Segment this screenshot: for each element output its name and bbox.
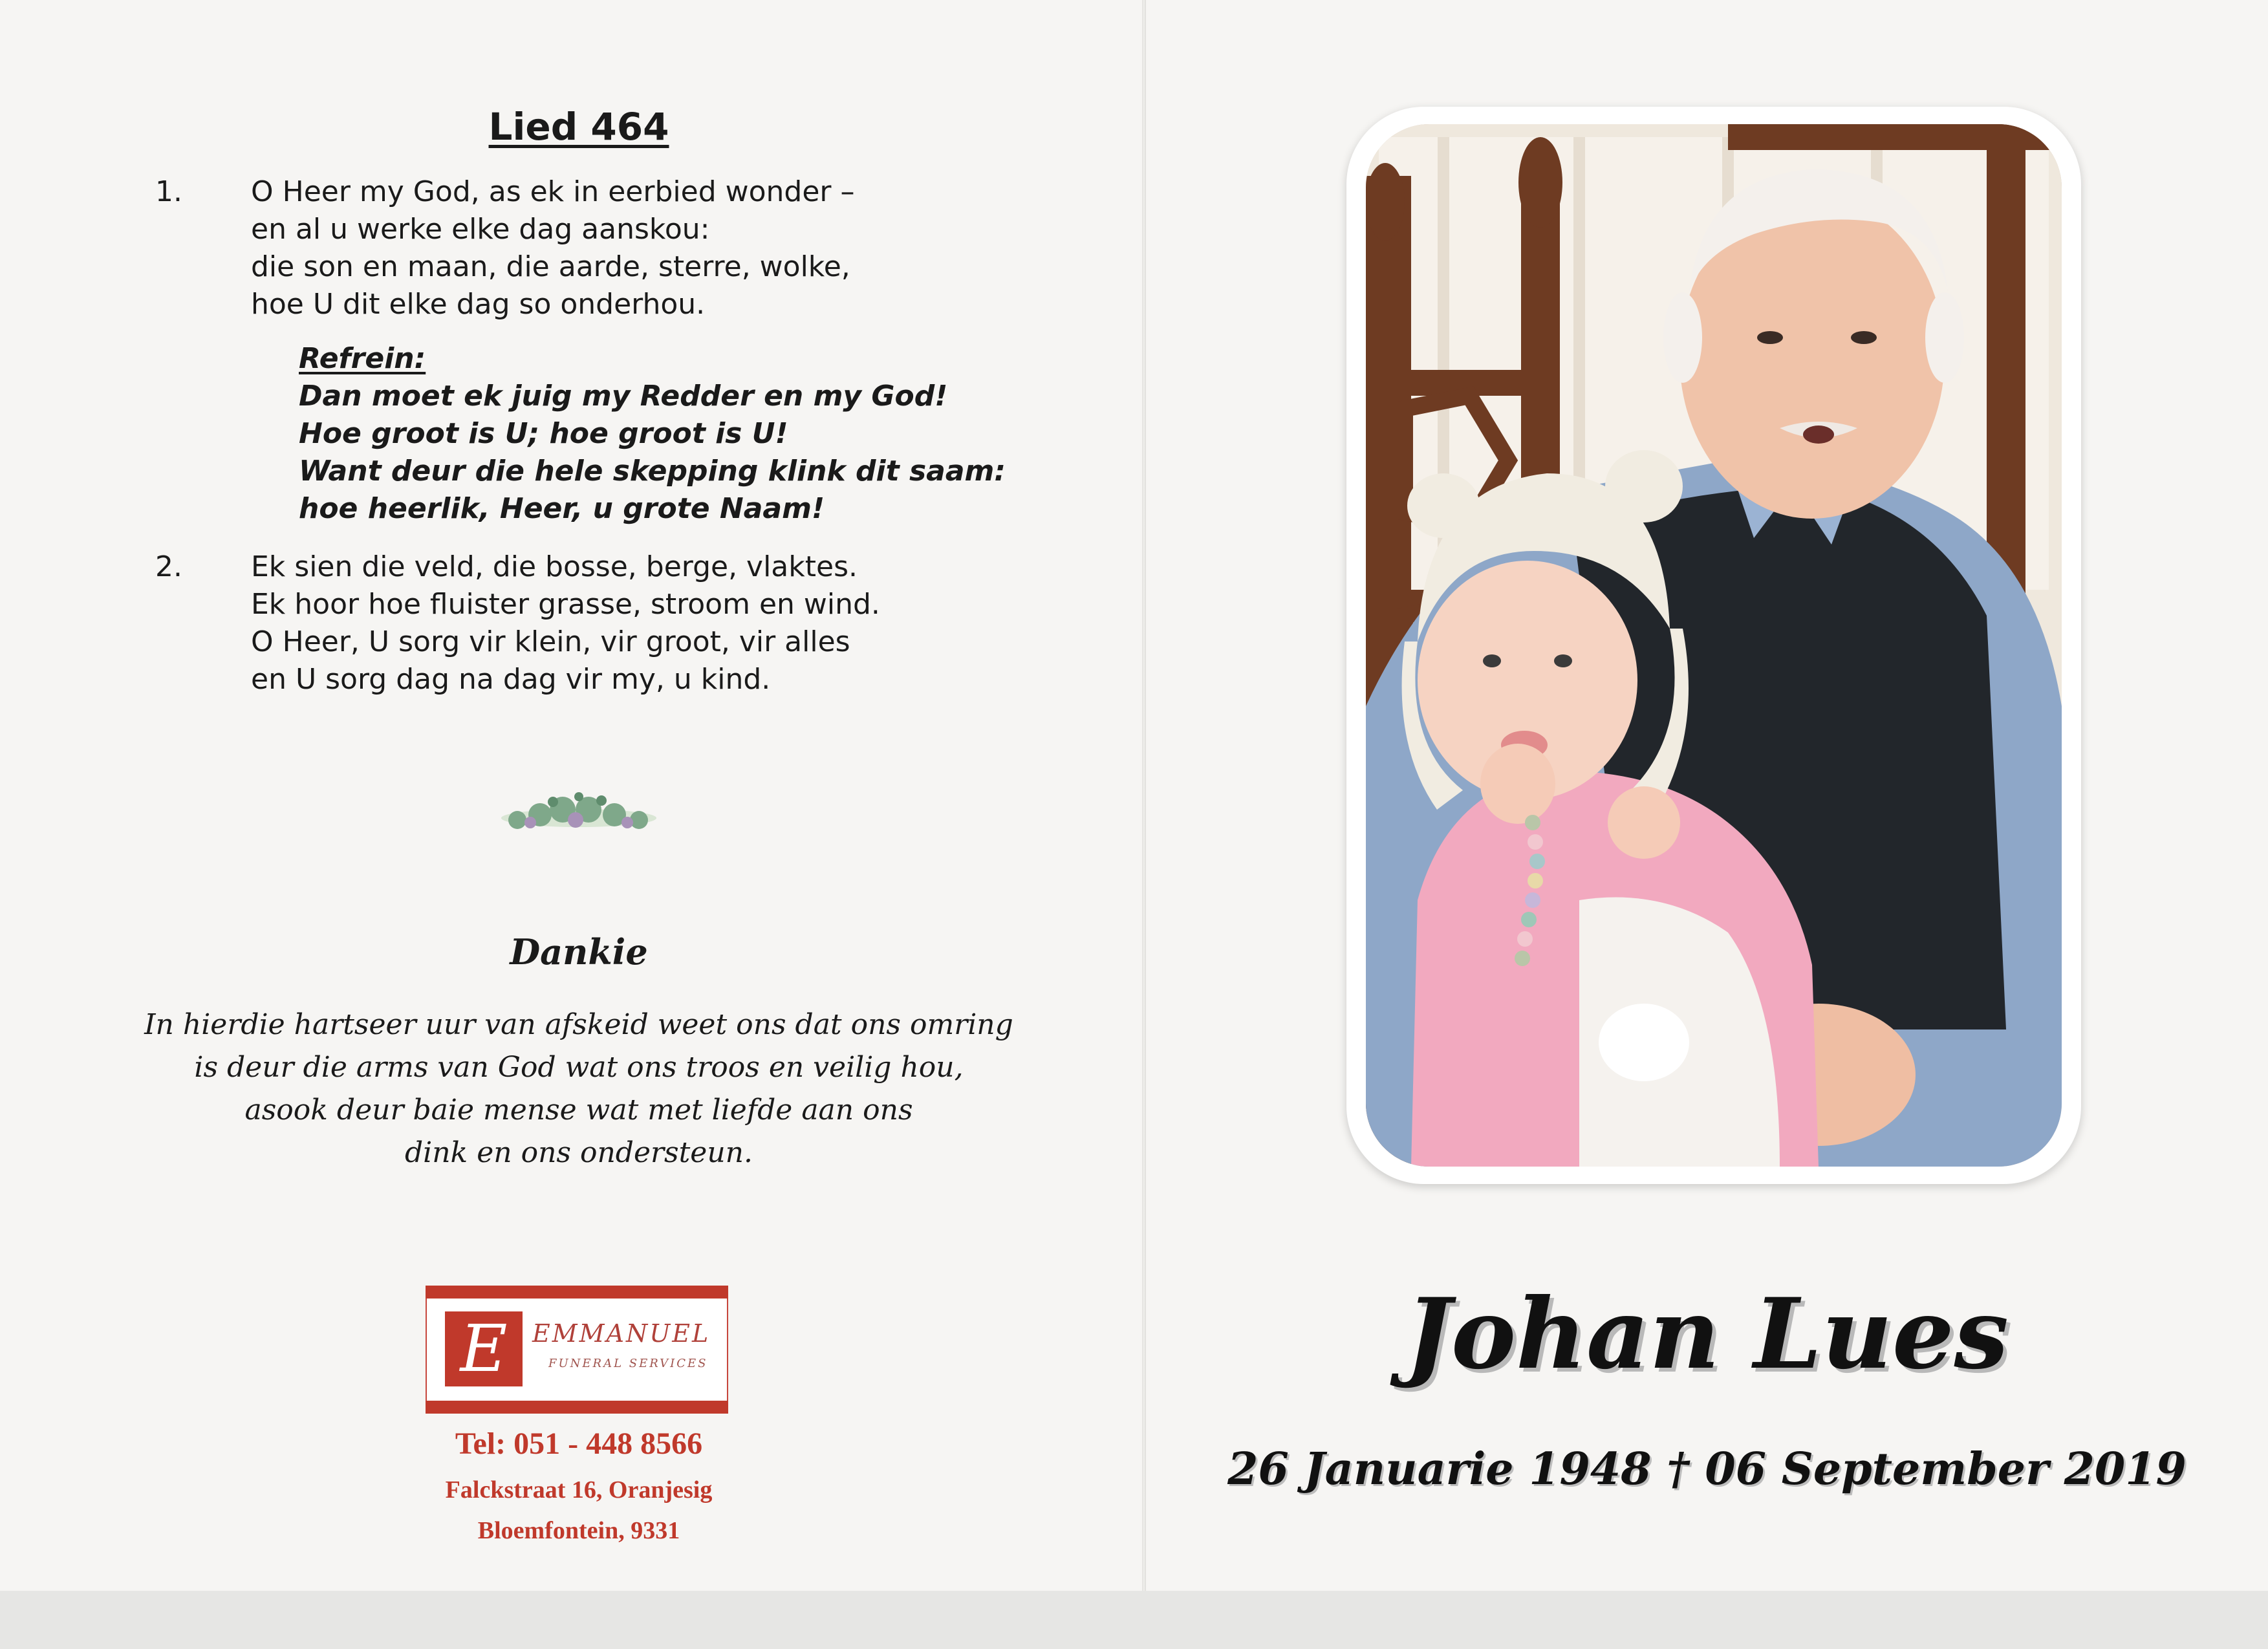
verse-line: Ek sien die veld, die bosse, berge, vlaktes. <box>251 550 858 583</box>
refrain-line: hoe heerlik, Heer, u grote Naam! <box>299 492 825 525</box>
hymn-title: Lied 464 <box>488 105 669 149</box>
succulent-ornament-icon <box>491 782 666 841</box>
verse-line: O Heer, U sorg vir klein, vir groot, vir alles <box>251 625 850 658</box>
thanks-line: dink en ons ondersteun. <box>404 1136 753 1169</box>
portrait-photo <box>1366 124 2062 1167</box>
hymn-refrain <box>299 340 1006 528</box>
contact-address-line: Bloemfontein, 9331 <box>477 1517 680 1544</box>
funeral-home-logo <box>426 1286 728 1414</box>
thanks-title: Dankie <box>510 931 648 973</box>
verse-line: O Heer my God, as ek in eerbied wonder – <box>251 175 855 208</box>
logo-name: EMMANUEL <box>532 1319 711 1348</box>
deceased-dates: 26 Januarie 1948 † 06 September 2019 <box>1227 1443 2187 1495</box>
refrain-label: Refrein: <box>299 342 426 375</box>
scan-margin <box>0 1591 2268 1649</box>
verse-line: Ek hoor hoe fluister grasse, stroom en wind. <box>251 588 880 621</box>
verse-line: en U sorg dag na dag vir my, u kind. <box>251 663 771 696</box>
thanks-message <box>0 1004 1158 1174</box>
verse-number: 1. <box>155 175 182 208</box>
verse-line: en al u werke elke dag aanskou: <box>251 213 710 246</box>
thanks-line: is deur die arms van God wat ons troos en veilig hou, <box>194 1051 964 1084</box>
thanks-line: In hierdie hartseer uur van afskeid weet ons dat ons omring <box>144 1008 1013 1041</box>
logo-mark: E <box>445 1311 523 1386</box>
contact-address-line: Falckstraat 16, Oranjesig <box>445 1476 713 1503</box>
contact-phone: Tel: 051 - 448 8566 <box>455 1427 703 1461</box>
verse-line: hoe U dit elke dag so onderhou. <box>251 288 706 321</box>
portrait-image <box>1366 124 2062 1167</box>
refrain-line: Hoe groot is U; hoe groot is U! <box>299 417 788 450</box>
deceased-name: Johan Lues <box>1405 1277 2009 1391</box>
verse-line: die son en maan, die aarde, sterre, wolke, <box>251 250 850 283</box>
logo-subtitle: FUNERAL SERVICES <box>548 1357 708 1370</box>
refrain-line: Want deur die hele skepping klink dit saam: <box>299 455 1006 488</box>
refrain-line: Dan moet ek juig my Redder en my God! <box>299 380 948 413</box>
verse-number: 2. <box>155 550 182 583</box>
thanks-line: asook deur baie mense wat met liefde aan ons <box>244 1094 913 1126</box>
